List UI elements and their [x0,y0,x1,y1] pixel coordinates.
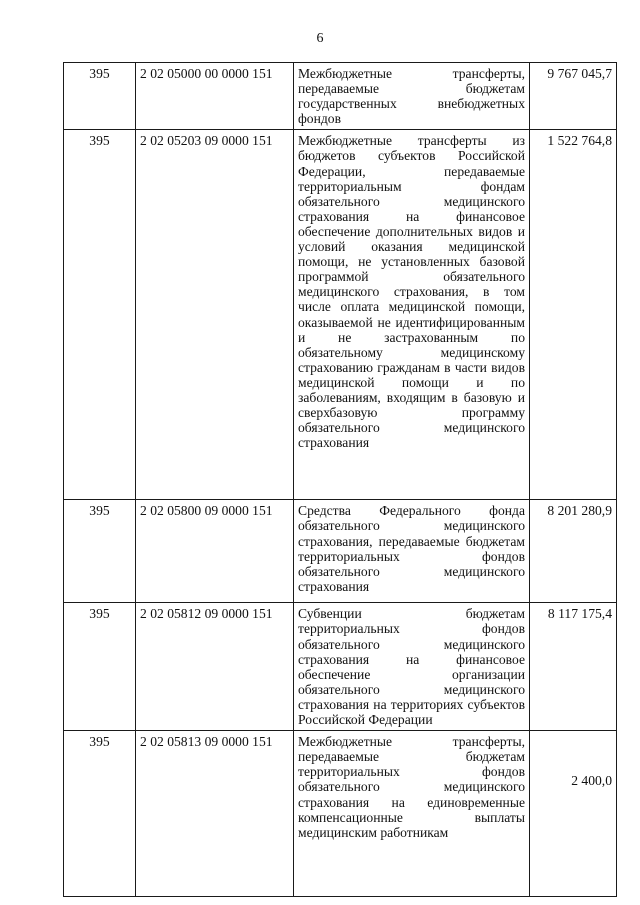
budget-code-cell: 2 02 05813 09 0000 151 [136,731,294,897]
admin-code-cell: 395 [64,130,136,500]
income-name-cell: Межбюджетные трансферты из бюджетов субъектов Российской Федерации, передаваемые территориальным фондам обязательного медицинского страхования на финансовое обеспечение дополнительных видов и условий оказания медицинской помощи, не установленных базовой программой обязательного медицинского страхования, в том числе оплата медицинской помощи, оказываемой не идентифицированным и не застрахованным по обязательному медицинскому страхованию гражданам в части видов медицинской помощи и по заболеваниям, входящим в базовую и сверхбазовую программу обязательного медицинского страхования [294,130,530,500]
table-row [64,63,617,130]
table-row [64,731,617,897]
amount-cell: 1 522 764,8 [530,130,617,500]
amount-cell: 9 767 045,7 [530,63,617,130]
table-row [64,603,617,731]
admin-code-cell: 395 [64,603,136,731]
budget-table [63,62,617,897]
table-row [64,130,617,500]
income-name-cell: Межбюджетные трансферты, передаваемые бюджетам государственных внебюджетных фондов [294,63,530,130]
income-name-cell: Субвенции бюджетам территориальных фондов обязательного медицинского страхования на финансовое обеспечение организации обязательного медицинского страхования на территориях субъектов Российской Федерации [294,603,530,731]
amount-cell: 8 201 280,9 [530,500,617,603]
income-name-cell: Средства Федерального фонда обязательного медицинского страхования, передаваемые бюджетам территориальных фондов обязательного медицинского страхования [294,500,530,603]
admin-code-cell: 395 [64,63,136,130]
amount-cell: 2 400,0 [530,731,617,897]
page-number: 6 [316,31,324,46]
budget-code-cell: 2 02 05812 09 0000 151 [136,603,294,731]
income-name-cell: Межбюджетные трансферты, передаваемые бюджетам территориальных фондов обязательного медицинского страхования на единовременные компенсационные выплаты медицинским работникам [294,731,530,897]
budget-code-cell: 2 02 05000 00 0000 151 [136,63,294,130]
amount-cell: 8 117 175,4 [530,603,617,731]
table-row [64,500,617,603]
admin-code-cell: 395 [64,500,136,603]
budget-code-cell: 2 02 05800 09 0000 151 [136,500,294,603]
admin-code-cell: 395 [64,731,136,897]
budget-code-cell: 2 02 05203 09 0000 151 [136,130,294,500]
